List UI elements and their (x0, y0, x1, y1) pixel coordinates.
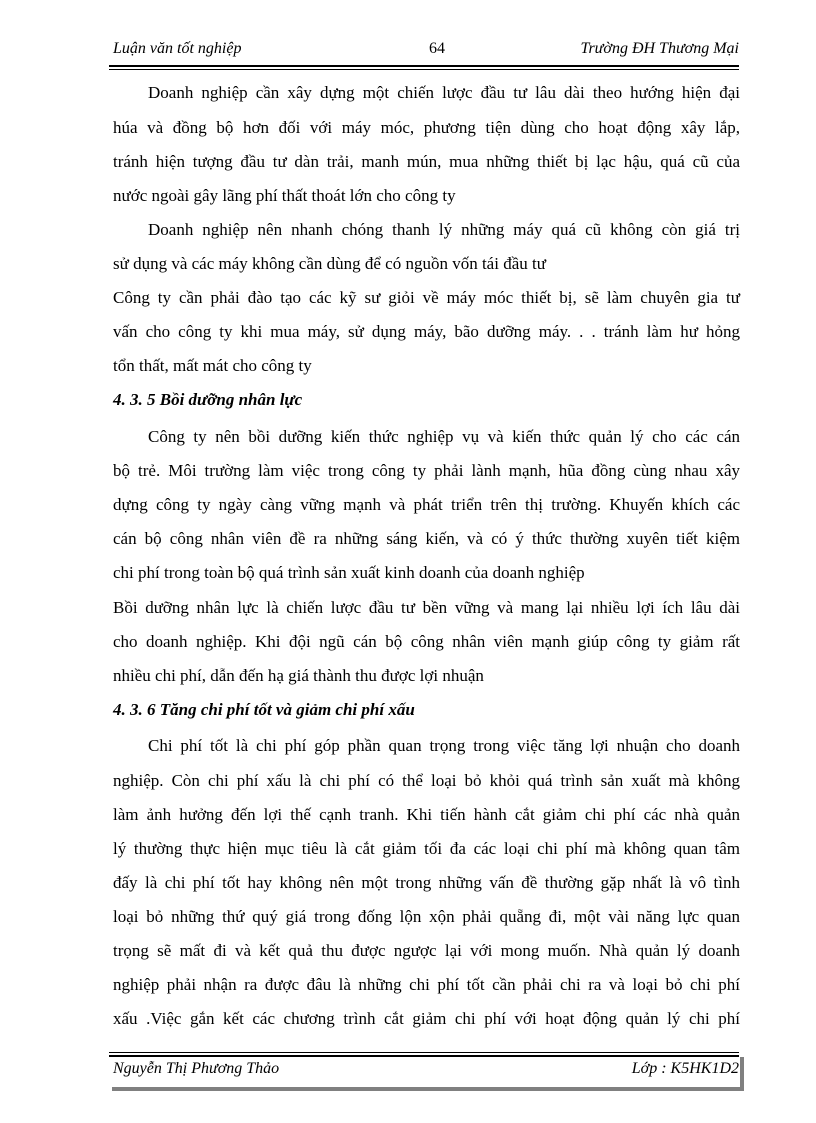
footer-rule (109, 1055, 739, 1057)
paragraph-line: cho doanh nghiệp. Khi đội ngũ cán bộ công nhân viên mạnh giúp công ty giảm rất (113, 632, 740, 651)
footer-class: Lớp : K5HK1D2 (631, 1060, 739, 1077)
page-border-shadow-bottom (112, 1087, 744, 1091)
paragraph-line: Công ty cần phải đào tạo các kỹ sư giỏi về máy móc thiết bị, sẽ làm chuyên gia tư (113, 288, 740, 307)
paragraph-line: Bồi dưỡng nhân lực là chiến lược đầu tư bền vững và mang lại nhiều lợi ích lâu dài (113, 598, 740, 617)
page-footer (113, 1060, 739, 1084)
paragraph-line: Doanh nghiệp nên nhanh chóng thanh lý những máy quá cũ không còn giá trị (148, 220, 740, 239)
paragraph-line: nghiệp. Còn chi phí xấu là chi phí có thể loại bỏ khỏi quá trình sản xuất mà không (113, 771, 740, 790)
paragraph-line: xấu .Việc gắn kết các chương trình cắt giảm chi phí với hoạt động quản lý chi phí (113, 1009, 740, 1028)
paragraph-line: Công ty nên bồi dưỡng kiến thức nghiệp vụ và kiến thức quản lý cho các cán (148, 427, 740, 446)
page-number: 64 (429, 40, 445, 57)
paragraph-line: húa và đồng bộ hơn đối với máy móc, phương tiện dùng cho hoạt động xây lắp, (113, 118, 740, 137)
paragraph-line: sử dụng và các máy không cần dùng để có nguồn vốn tái đầu tư (113, 254, 546, 273)
footer-rule-thin (109, 1052, 739, 1053)
header-university: Trường ĐH Thương Mại (580, 40, 739, 57)
paragraph-line: dựng công ty ngày càng vững mạnh và phát triển trên thị trường. Khuyến khích các (113, 495, 740, 514)
page-header (109, 38, 739, 62)
paragraph-line: lý thường thực hiện mục tiêu là cắt giảm tối đa các loại chi phí mà không quan tâm (113, 839, 740, 858)
page-border-shadow-right (740, 1057, 744, 1087)
paragraph-line: bộ trẻ. Môi trường làm việc trong công ty phải lành mạnh, hũa đồng cùng nhau xây (113, 461, 740, 480)
paragraph-line: nước ngoài gây lãng phí thất thoát lớn cho công ty (113, 186, 456, 205)
footer-author: Nguyễn Thị Phương Thảo (113, 1060, 280, 1077)
paragraph-line: nhiều chi phí, dẫn đến hạ giá thành thu được lợi nhuận (113, 666, 484, 685)
header-thesis-label: Luận văn tốt nghiệp (113, 40, 242, 57)
header-rule-thin (109, 69, 739, 70)
paragraph-line: Chi phí tốt là chi phí góp phần quan trọng trong việc tăng lợi nhuận cho doanh (148, 736, 740, 755)
paragraph-line: chi phí trong toàn bộ quá trình sản xuất kinh doanh của doanh nghiệp (113, 563, 585, 582)
section-heading-4-3-5: 4. 3. 5 Bồi dưỡng nhân lực (113, 390, 303, 409)
paragraph-line: nghiệp phải nhận ra được đâu là những chi phí tốt cần phải chi ra và loại bỏ chi phí (113, 975, 740, 994)
paragraph-line: làm ảnh hưởng đến lợi thế cạnh tranh. Khi tiến hành cắt giảm chi phí các nhà quản (113, 805, 740, 824)
paragraph-line: tổn thất, mất mát cho công ty (113, 356, 312, 375)
section-heading-4-3-6: 4. 3. 6 Tăng chi phí tốt và giảm chi phí xấu (113, 700, 415, 719)
paragraph-line: tránh hiện tượng đầu tư dàn trải, manh mún, mua những thiết bị lạc hậu, quá cũ của (113, 152, 740, 171)
paragraph-line: trọng sẽ mất đi và kết quả thu được ngược lại với mong muốn. Nhà quản lý doanh (113, 941, 740, 960)
paragraph-line: vấn cho công ty khi mua máy, sử dụng máy, bão dưỡng máy. . . tránh làm hư hỏng (113, 322, 740, 341)
header-rule (109, 65, 739, 67)
paragraph-line: Doanh nghiệp cần xây dựng một chiến lược đầu tư lâu dài theo hướng hiện đại (148, 83, 740, 102)
paragraph-line: đấy là chi phí tốt hay không nên một trong những vấn đề thường gặp nhất là vô tình (113, 873, 740, 892)
paragraph-line: cán bộ công nhân viên đề ra những sáng kiến, và có ý thức thường xuyên tiết kiệm (113, 529, 740, 548)
paragraph-line: loại bỏ những thứ quý giá trong đống lộn xộn phải quẵng đi, một vài năng lực quan (113, 907, 740, 926)
